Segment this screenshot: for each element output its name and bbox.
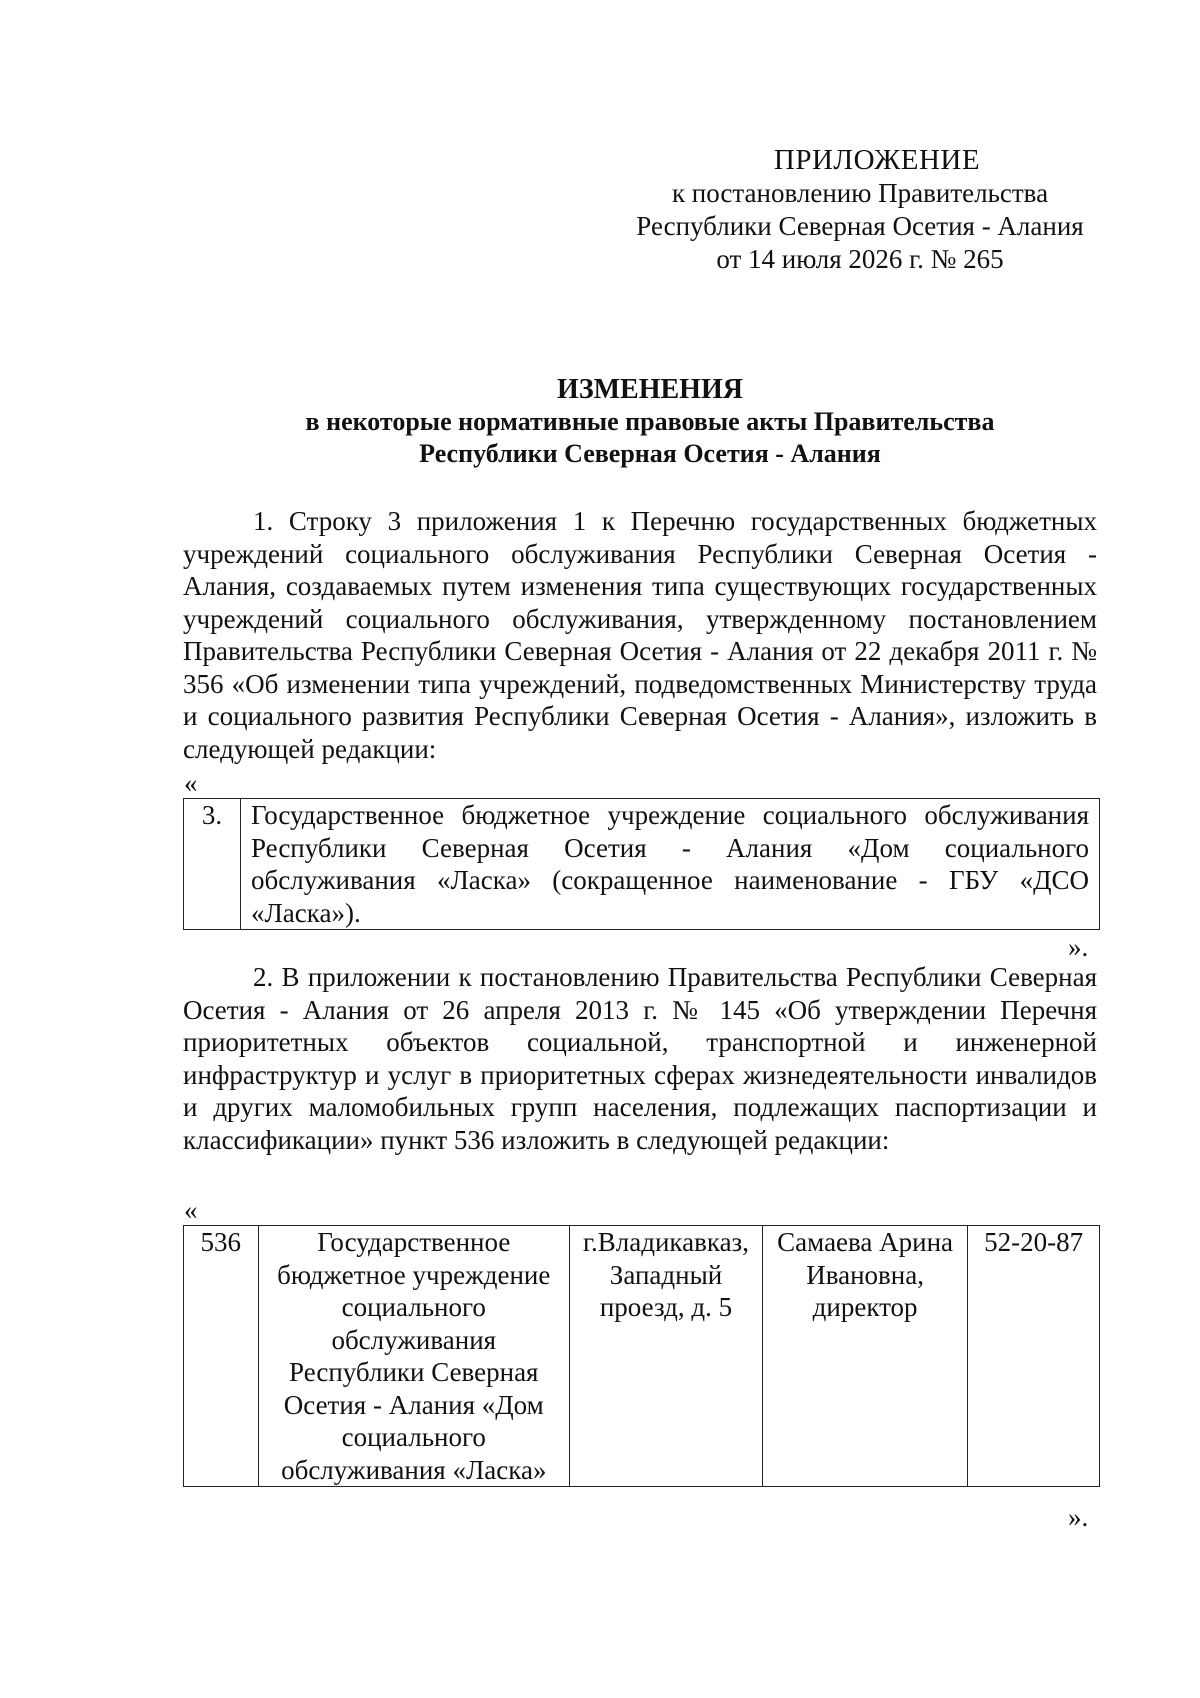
appendix-ref-date: от 14 июля 2026 г. № 265 [716,244,1004,274]
institution-address: г.Владикавказ, Западный проезд, д. 5 [569,1226,762,1487]
appendix-label: ПРИЛОЖЕНИЕ [773,144,981,176]
closing-quote: ». [1068,932,1089,962]
table-row [184,799,1100,930]
appendix-header [600,144,1120,276]
title-main: ИЗМЕНЕНИЯ [557,374,743,405]
amendment-table-2 [183,1225,1100,1487]
institution-head: Самаева Арина Ивановна, директор [762,1226,967,1487]
amendment-table-1 [183,798,1100,930]
institution-phone: 52-20-87 [968,1226,1100,1487]
opening-quote: « [184,1195,198,1225]
document-title [180,374,1120,470]
item-number: 536 [184,1226,259,1487]
row-number: 3. [184,799,241,930]
closing-quote: ». [1068,1502,1089,1532]
paragraph-1: 1. Строку 3 приложения 1 к Перечню государственных бюджетных учреждений социального обслуживания Республики Северная Осетия - Алания, создаваемых путем изменения типа существующих государственных учреждений социального обслуживания, утвержденному постановлением Правительства Республики Северная Осетия - Алания от 22 декабря 2011 г. № 356 «Об изменении типа учреждений, подведомственных Министерству труда и социального развития Республики Северная Осетия - Алания», изложить в следующей редакции: [183,506,1097,764]
institution-name: Государственное бюджетное учреждение социального обслуживания Республики Северная Осетия - Алания «Дом социального обслуживания «Ласка» [258,1226,569,1487]
title-subtitle-line2: Республики Северная Осетия - Алания [419,439,881,468]
title-subtitle-line1: в некоторые нормативные правовые акты Правительства [305,407,995,436]
table-row [184,1226,1100,1487]
institution-name: Государственное бюджетное учреждение социального обслуживания Республики Северная Осетия - Алания «Дом социального обслуживания «Ласка» (сокращенное наименование - ГБУ «ДСО «Ласка»). [241,799,1100,930]
appendix-ref-line: к постановлению Правительства [671,178,1049,208]
opening-quote: « [184,768,198,798]
paragraph-2: 2. В приложении к постановлению Правительства Республики Северная Осетия - Алания от 26 апреля 2013 г. № 145 «Об утверждении Перечня приоритетных объектов социальной, транспортной и инженерной инфраструктур и услуг в приоритетных сферах жизнедеятельности инвалидов и других маломобильных групп населения, подлежащих паспортизации и классификации» пункт 536 изложить в следующей редакции: [183,962,1097,1155]
appendix-ref-region: Республики Северная Осетия - Алания [636,211,1084,241]
